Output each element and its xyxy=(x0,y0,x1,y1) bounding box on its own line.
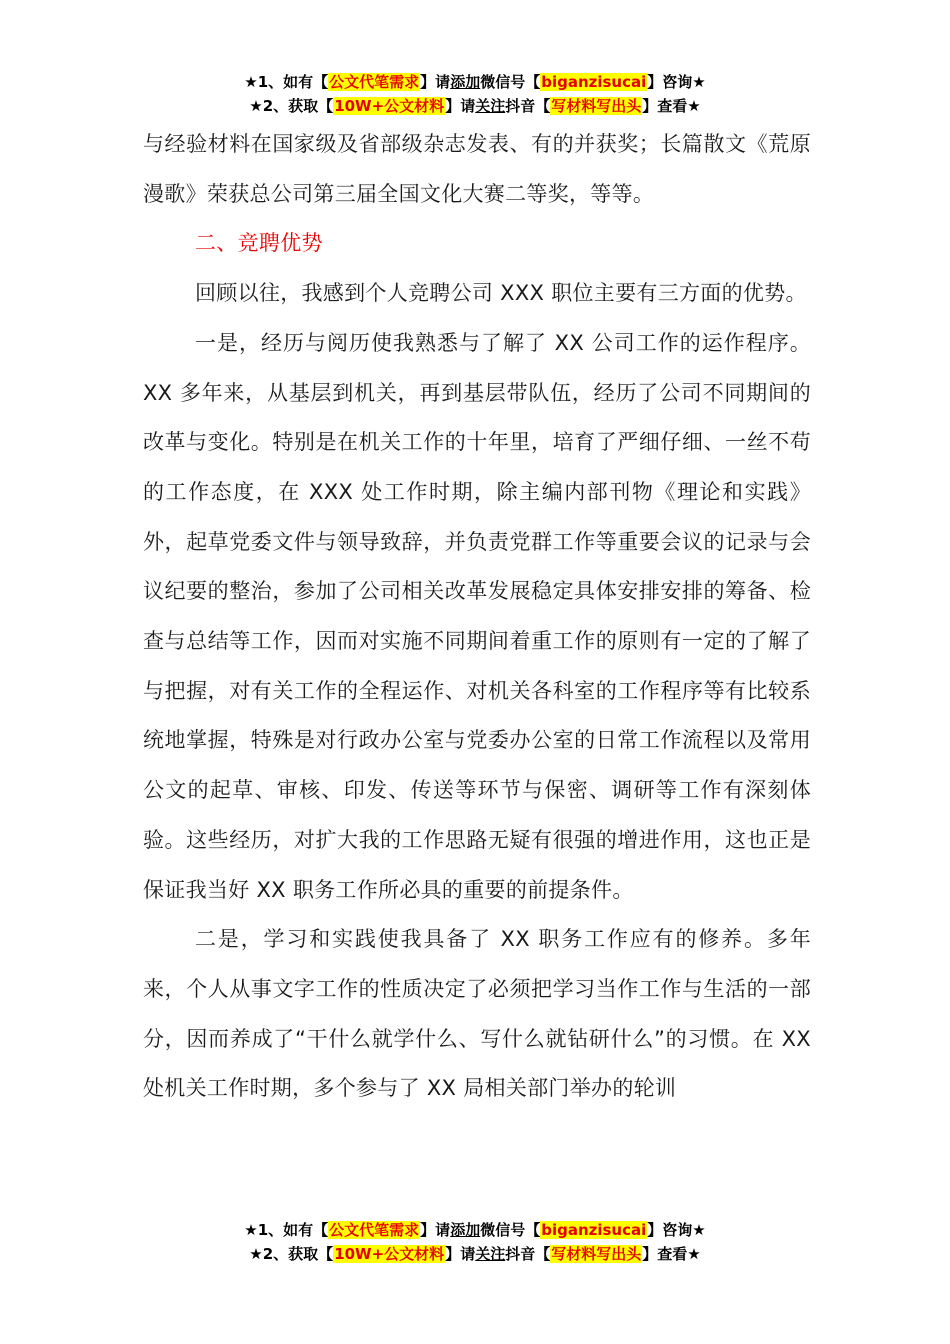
banner-text: 】咨询★ xyxy=(647,73,706,91)
banner-text: 】请 xyxy=(420,73,451,91)
paragraph-point-two: 二是，学习和实践使我具备了 XX 职务工作应有的修养。多年来，个人从事文字工作的性质决定了必须把学习当作工作与生活的一部分，因而养成了“干什么就学什么、写什么就钻研什么”的习惯。在 XX 处机关工作时期，多个参与了 XX 局相关部门举办的轮训 xyxy=(143,927,811,1101)
banner-text: ★1、如有【 xyxy=(244,73,329,91)
banner-text: 】咨询★ xyxy=(647,1221,706,1239)
underlined-text: 添加 xyxy=(450,73,481,91)
highlight-materials: 10W+公文材料 xyxy=(334,97,445,115)
highlight-writing-service: 公文代笔需求 xyxy=(329,1221,420,1239)
banner-text: 微信号【 xyxy=(480,1221,541,1239)
paragraph-intro: 回顾以往，我感到个人竞聘公司 XXX 职位主要有三方面的优势。 xyxy=(195,281,807,306)
highlight-douyin-account: 写材料写出头 xyxy=(551,97,642,115)
banner-text: ★2、获取【 xyxy=(249,97,334,115)
banner-text: ★1、如有【 xyxy=(244,1221,329,1239)
underlined-text: 关注 xyxy=(475,97,506,115)
banner-text: 抖音【 xyxy=(505,1245,551,1263)
highlight-wechat-id: biganzisucai xyxy=(541,1221,647,1239)
banner-line-2 xyxy=(0,1242,950,1266)
highlight-materials: 10W+公文材料 xyxy=(334,1245,445,1263)
document-body xyxy=(143,120,811,1114)
highlight-douyin-account: 写材料写出头 xyxy=(551,1245,642,1263)
banner-text: 】请 xyxy=(420,1221,451,1239)
paragraph-awards: 与经验材料在国家级及省部级杂志发表、有的并获奖；长篇散文《荒原漫歌》荣获总公司第三届全国文化大赛二等奖，等等。 xyxy=(143,132,811,206)
underlined-text: 关注 xyxy=(475,1245,506,1263)
banner-text: 】请 xyxy=(445,1245,476,1263)
banner-text: 】请 xyxy=(445,97,476,115)
footer-banner xyxy=(0,1218,950,1266)
highlight-wechat-id: biganzisucai xyxy=(541,73,647,91)
section-heading: 二、竞聘优势 xyxy=(195,231,323,256)
underlined-text: 添加 xyxy=(450,1221,481,1239)
paragraph-point-one: 一是，经历与阅历使我熟悉与了解了 XX 公司工作的运作程序。XX 多年来，从基层到机关，再到基层带队伍，经历了公司不同期间的改革与变化。特别是在机关工作的十年里，培育了严细仔细、一丝不苟的工作态度，在 XXX 处工作时期，除主编内部刊物《理论和实践》外，起草党委文件与领导致辞，并负责党群工作等重要会议的记录与会议纪要的整治，参加了公司相关改革发展稳定具体安排安排的筹备、检查与总结等工作，因而对实施不同期间着重工作的原则有一定的了解了与把握，对有关工作的全程运作、对机关各科室的工作程序等有比较系统地掌握，特殊是对行政办公室与党委办公室的日常工作流程以及常用公文的起草、审核、印发、传送等环节与保密、调研等工作有深刻体验。这些经历，对扩大我的工作思路无疑有很强的增进作用，这也正是保证我当好 XX 职务工作所必具的重要的前提条件。 xyxy=(143,330,811,902)
banner-line-1 xyxy=(0,1218,950,1242)
banner-text: ★2、获取【 xyxy=(249,1245,334,1263)
header-banner xyxy=(0,70,950,118)
banner-text: 】查看★ xyxy=(642,97,701,115)
highlight-writing-service: 公文代笔需求 xyxy=(329,73,420,91)
banner-text: 微信号【 xyxy=(480,73,541,91)
banner-text: 抖音【 xyxy=(505,97,551,115)
banner-line-1 xyxy=(0,70,950,94)
banner-line-2 xyxy=(0,94,950,118)
banner-text: 】查看★ xyxy=(642,1245,701,1263)
